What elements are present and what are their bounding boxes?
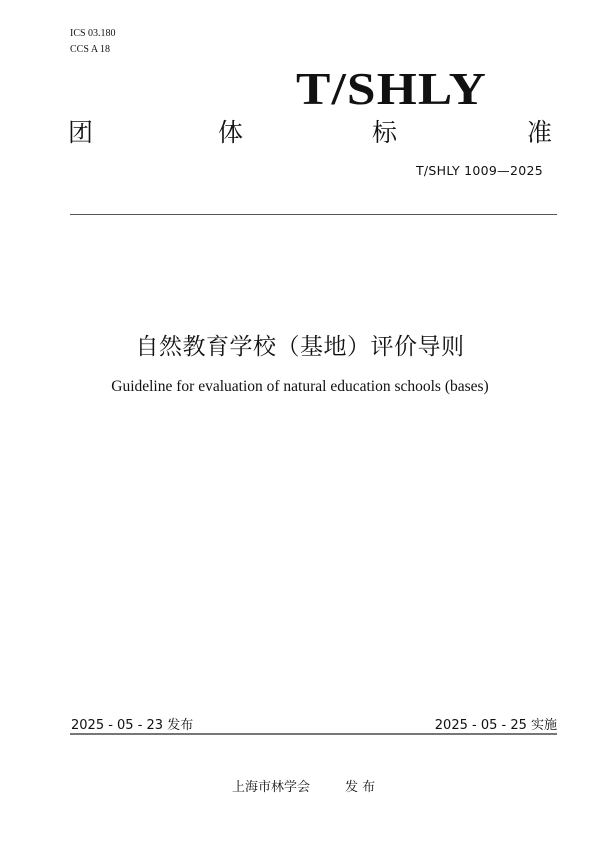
publisher: 上海市林学会 <box>232 780 311 795</box>
publish-label: 发 布 <box>345 780 376 795</box>
footer-divider <box>70 733 557 735</box>
category-char-3: 标 <box>372 118 398 147</box>
category-char-1: 团 <box>68 118 94 147</box>
standard-logo: T/SHLY <box>296 63 487 114</box>
issue-date: 2025 - 05 - 23 发布 <box>71 718 194 733</box>
implement-date: 2025 - 05 - 25 实施 <box>434 718 557 733</box>
standard-code: T/SHLY 1009—2025 <box>415 163 543 178</box>
ccs-code: CCS A 18 <box>70 44 111 55</box>
document-title: 自然教育学校（基地）评价导则 <box>135 334 465 360</box>
header-divider <box>70 214 557 215</box>
document-title-english: Guideline for evaluation of natural education schools (bases) <box>111 378 489 395</box>
category-char-2: 体 <box>218 118 244 147</box>
ics-code: ICS 03.180 <box>70 28 116 39</box>
category-char-4: 准 <box>527 118 553 147</box>
